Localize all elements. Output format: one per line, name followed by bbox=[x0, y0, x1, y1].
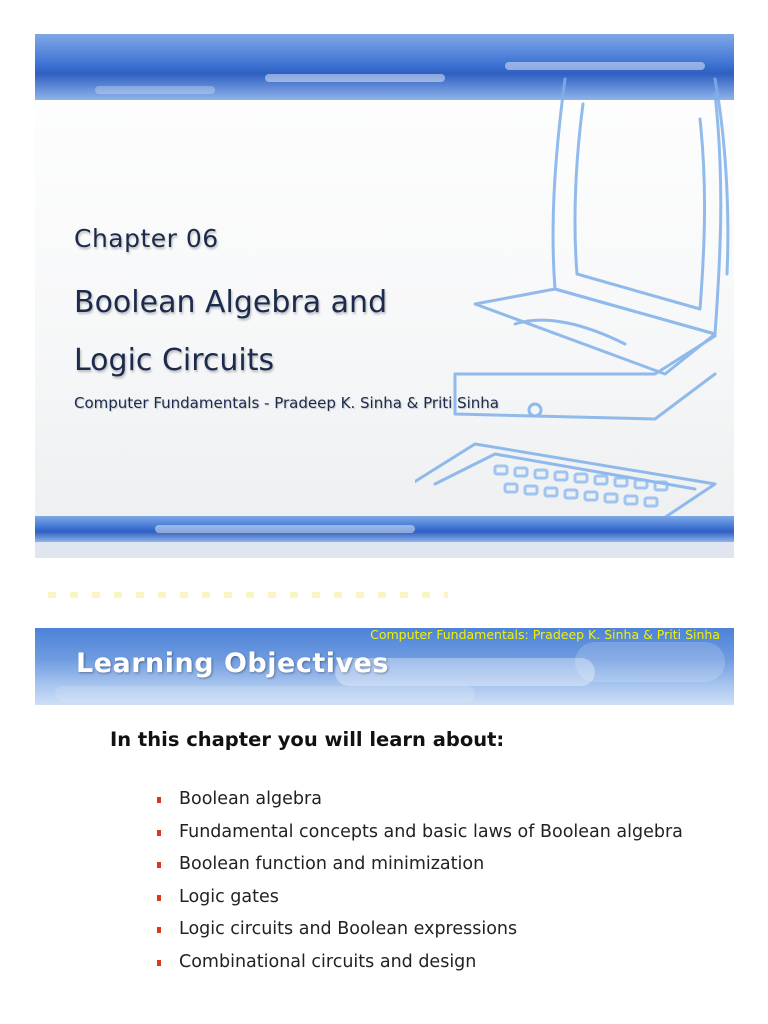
objectives-slide bbox=[35, 628, 734, 1024]
square-bullet-icon bbox=[157, 927, 161, 933]
slide-heading: Learning Objectives bbox=[76, 648, 389, 679]
intro-text: In this chapter you will learn about: bbox=[110, 728, 505, 751]
list-item bbox=[153, 918, 693, 941]
slide-title bbox=[74, 274, 494, 390]
list-item-text: Boolean function and minimization bbox=[179, 854, 485, 875]
objectives-list bbox=[153, 788, 693, 984]
list-item-text: Combinational circuits and design bbox=[179, 951, 477, 972]
slide-header-banner bbox=[35, 628, 734, 705]
list-item-text: Fundamental concepts and basic laws of Boolean algebra bbox=[179, 821, 683, 842]
slide-title-line: Logic Circuits bbox=[74, 343, 275, 378]
list-item-text: Logic gates bbox=[179, 886, 279, 907]
header-footer-text: Computer Fundamentals: Pradeep K. Sinha & Priti Sinha bbox=[370, 628, 720, 642]
list-item bbox=[153, 951, 693, 974]
chapter-label: Chapter 06 bbox=[74, 224, 219, 253]
list-item bbox=[153, 886, 693, 909]
square-bullet-icon bbox=[157, 960, 161, 966]
square-bullet-icon bbox=[157, 797, 161, 803]
slide-subtitle: Computer Fundamentals - Pradeep K. Sinha & Priti Sinha bbox=[74, 394, 499, 412]
bottom-banner bbox=[35, 516, 734, 542]
square-bullet-icon bbox=[157, 862, 161, 868]
slide-title-line: Boolean Algebra and bbox=[74, 285, 388, 320]
list-item bbox=[153, 853, 693, 876]
title-slide bbox=[35, 34, 734, 558]
list-item-text: Logic circuits and Boolean expressions bbox=[179, 919, 518, 940]
faint-dotted-divider bbox=[48, 592, 448, 598]
square-bullet-icon bbox=[157, 830, 161, 836]
list-item bbox=[153, 821, 693, 844]
list-item bbox=[153, 788, 693, 811]
slide-footer-strip bbox=[35, 542, 734, 558]
list-item-text: Boolean algebra bbox=[179, 789, 322, 809]
square-bullet-icon bbox=[157, 895, 161, 901]
